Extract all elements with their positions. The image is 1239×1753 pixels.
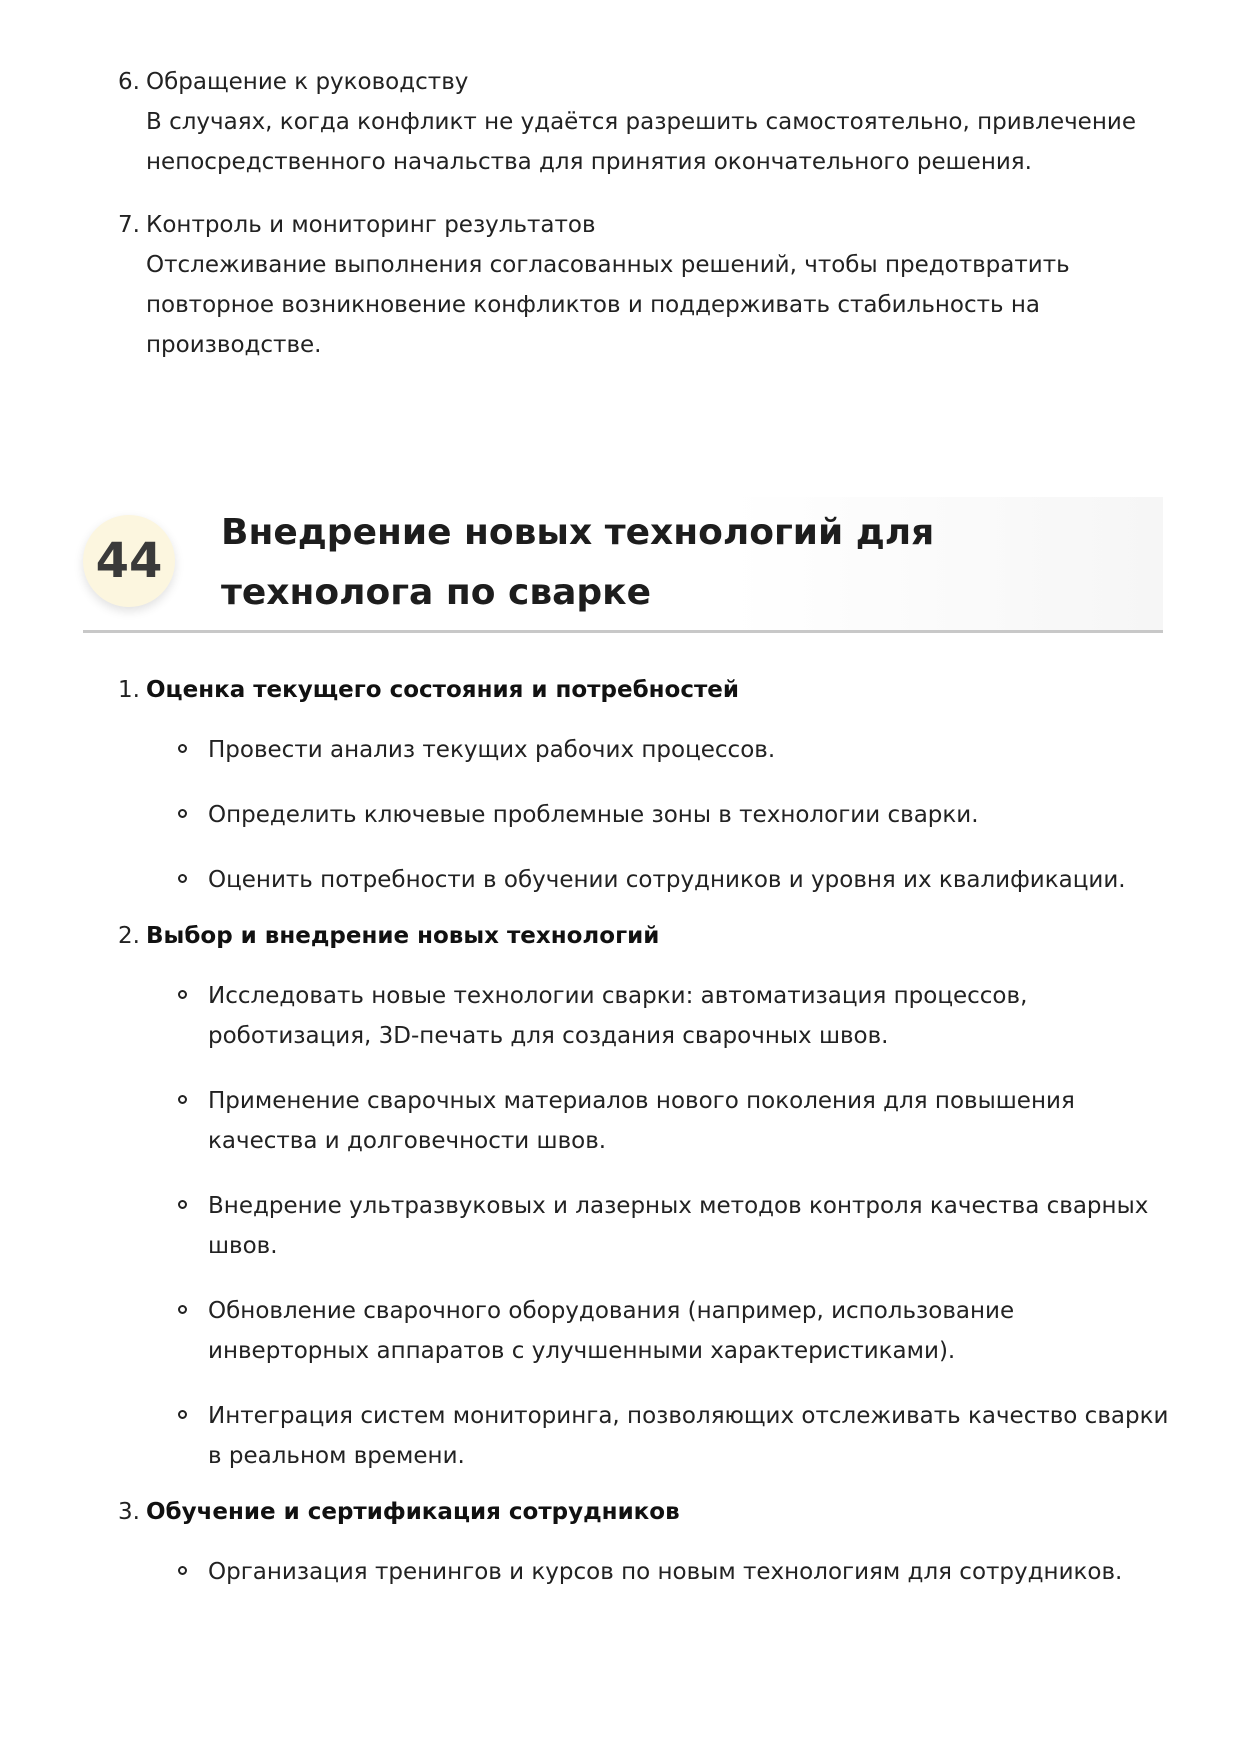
- section-header: [83, 497, 1163, 633]
- list-item: [118, 62, 1178, 182]
- circle-bullet-icon: [178, 809, 187, 818]
- sub-list-item: [146, 1186, 1178, 1266]
- list-item: [118, 916, 1178, 1476]
- sub-item-text: Оценить потребности в обучении сотрудников и уровня их квалификации.: [208, 867, 1126, 893]
- sub-item-text: Провести анализ текущих рабочих процессов.: [208, 737, 776, 763]
- item-description: В случаях, когда конфликт не удаётся разрешить самостоятельно, привлечение непосредственного начальства для принятия окончательного решения.: [146, 109, 1136, 175]
- sub-item-text: Исследовать новые технологии сварки: автоматизация процессов, роботизация, 3D-печать для создания сварочных швов.: [208, 983, 1028, 1049]
- item-heading: Обучение и сертификация сотрудников: [146, 1499, 680, 1525]
- circle-bullet-icon: [178, 1566, 187, 1575]
- sub-list-item: [146, 795, 1178, 835]
- item-number: 7.: [118, 212, 140, 238]
- section-numbered-list: [118, 670, 1178, 1608]
- item-title: Обращение к руководству: [146, 69, 469, 95]
- item-description: Отслеживание выполнения согласованных решений, чтобы предотвратить повторное возникновение конфликтов и поддерживать стабильность на производстве.: [146, 252, 1070, 358]
- sub-item-text: Организация тренингов и курсов по новым технологиям для сотрудников.: [208, 1559, 1123, 1585]
- sub-item-text: Внедрение ультразвуковых и лазерных методов контроля качества сварных швов.: [208, 1193, 1149, 1259]
- continued-numbered-list: [118, 62, 1178, 388]
- list-item: [118, 670, 1178, 900]
- circle-bullet-icon: [178, 874, 187, 883]
- sub-item-text: Определить ключевые проблемные зоны в технологии сварки.: [208, 802, 979, 828]
- sub-list-item: [146, 1291, 1178, 1371]
- item-heading: Оценка текущего состояния и потребностей: [146, 677, 740, 703]
- sub-list: [146, 1552, 1178, 1592]
- sub-list-item: [146, 860, 1178, 900]
- sub-list: [146, 730, 1178, 900]
- item-number: 1.: [118, 677, 140, 703]
- section-title: Внедрение новых технологий для технолога по сварке: [221, 512, 935, 613]
- sub-list-item: [146, 1081, 1178, 1161]
- sub-item-text: Применение сварочных материалов нового поколения для повышения качества и долговечности швов.: [208, 1088, 1075, 1154]
- sub-list-item: [146, 1396, 1178, 1476]
- circle-bullet-icon: [178, 1305, 187, 1314]
- sub-list-item: [146, 1552, 1178, 1592]
- sub-list-item: [146, 976, 1178, 1056]
- circle-bullet-icon: [178, 1410, 187, 1419]
- circle-bullet-icon: [178, 744, 187, 753]
- sub-item-text: Обновление сварочного оборудования (например, использование инверторных аппаратов с улучшенными характеристиками).: [208, 1298, 1015, 1364]
- list-item: [118, 1492, 1178, 1592]
- sub-list: [146, 976, 1178, 1476]
- item-title: Контроль и мониторинг результатов: [146, 212, 596, 238]
- item-heading: Выбор и внедрение новых технологий: [146, 923, 660, 949]
- sub-item-text: Интеграция систем мониторинга, позволяющих отслеживать качество сварки в реальном времени.: [208, 1403, 1169, 1469]
- circle-bullet-icon: [178, 1095, 187, 1104]
- item-number: 3.: [118, 1499, 140, 1525]
- item-number: 2.: [118, 923, 140, 949]
- list-item: [118, 205, 1178, 365]
- circle-bullet-icon: [178, 990, 187, 999]
- item-number: 6.: [118, 69, 140, 95]
- section-number-badge: 44: [83, 515, 175, 607]
- circle-bullet-icon: [178, 1200, 187, 1209]
- sub-list-item: [146, 730, 1178, 770]
